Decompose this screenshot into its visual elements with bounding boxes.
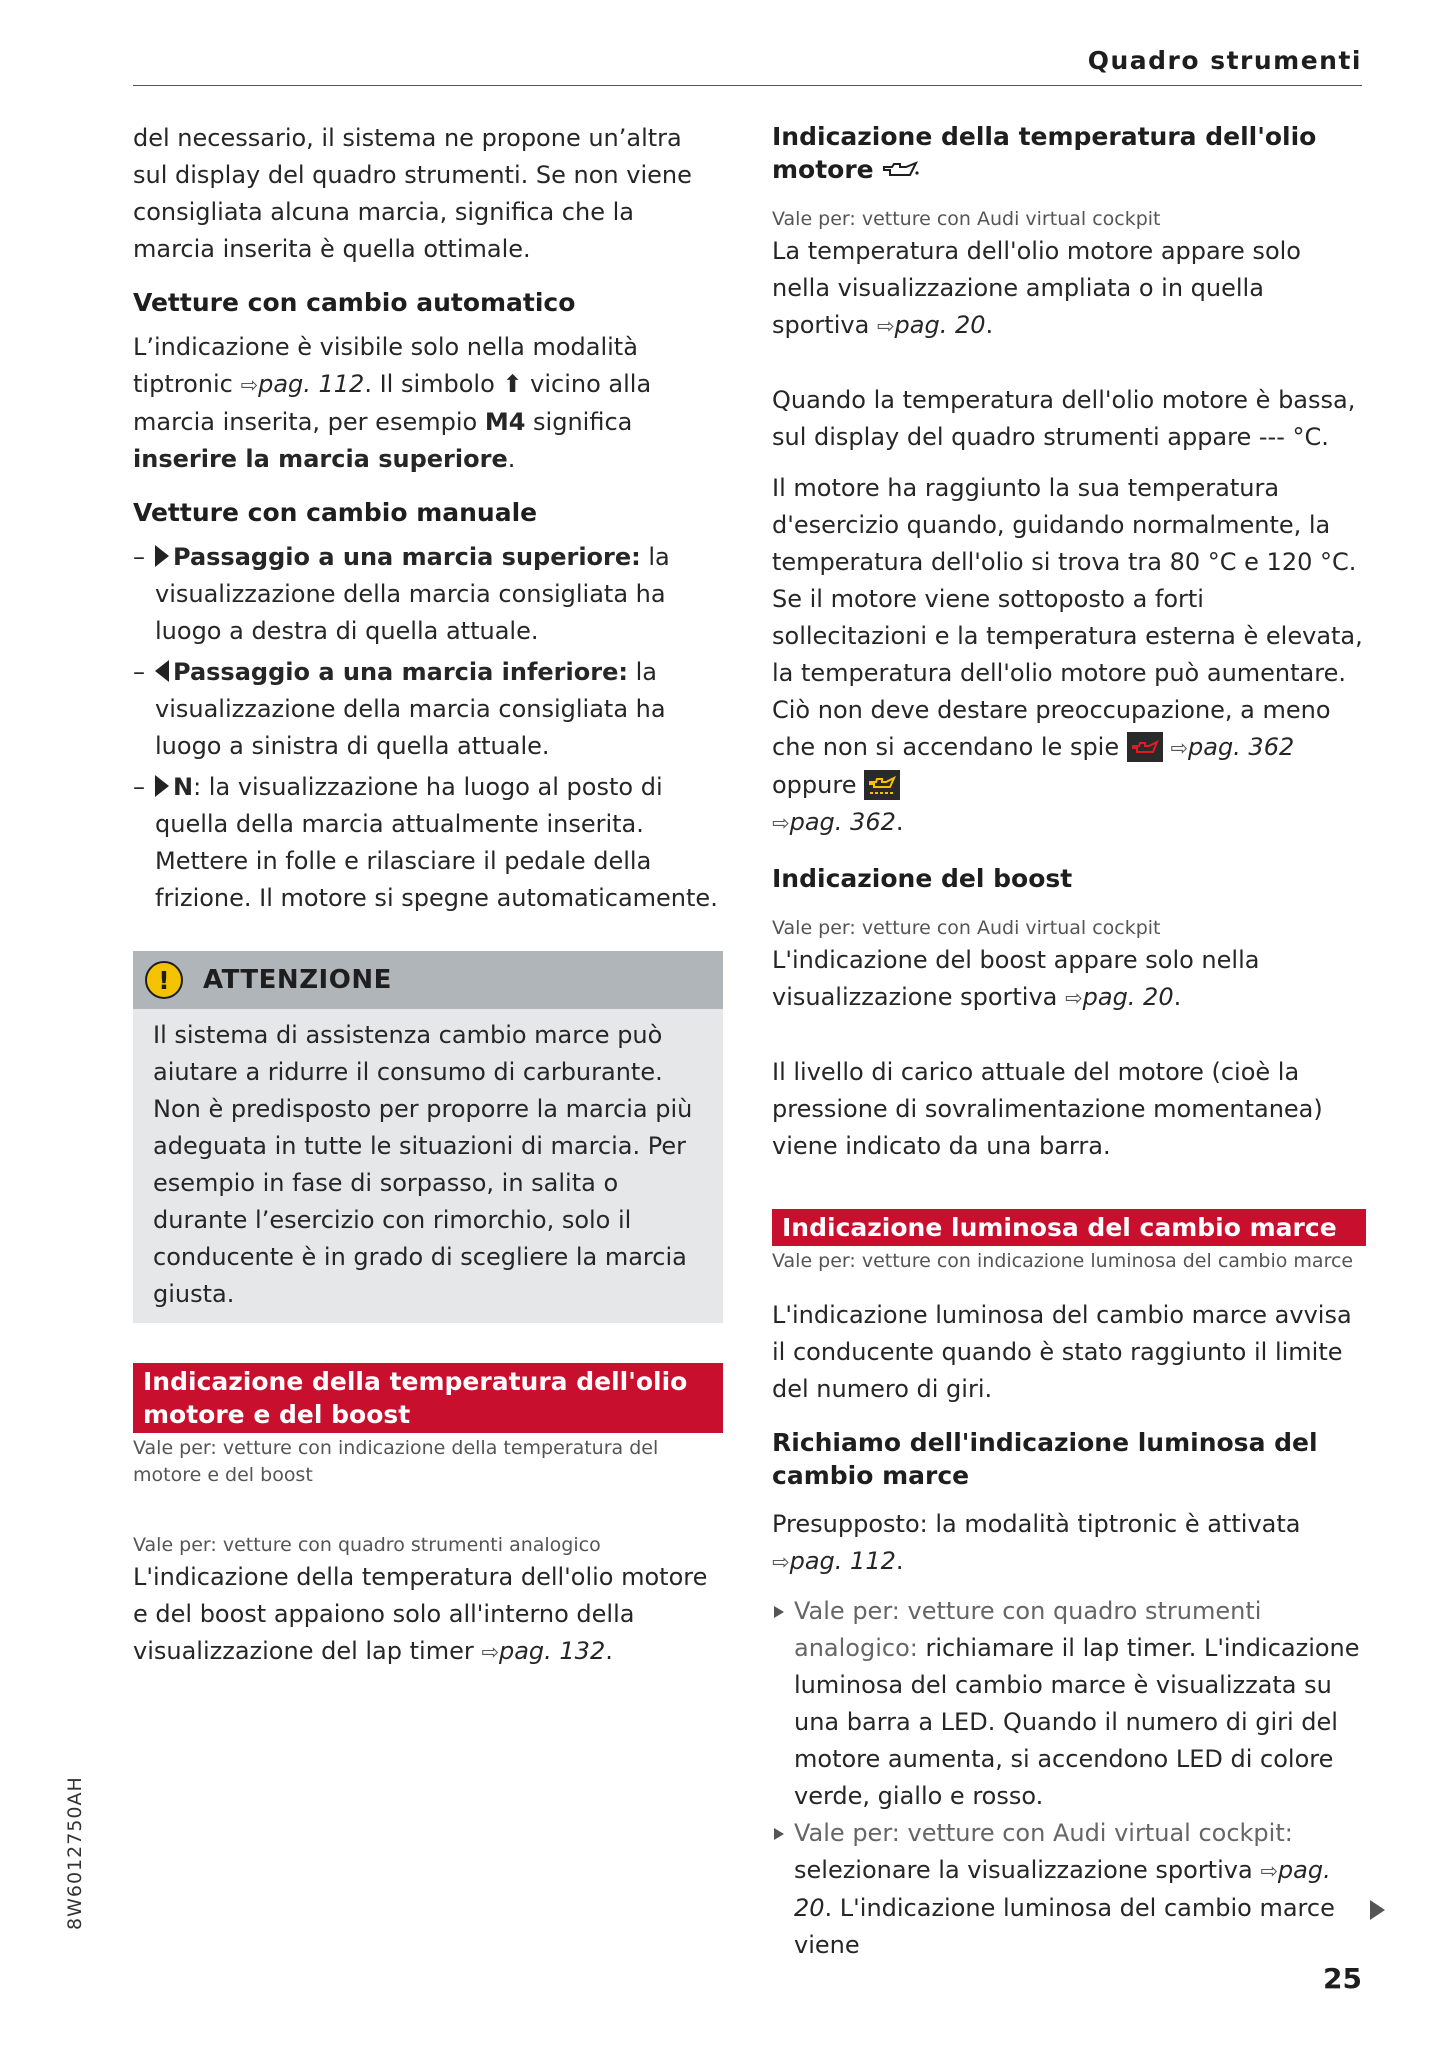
oil-paragraph-1: La temperatura dell'olio motore appare solo nella visualizzazione ampliata o in quella sportiva ⇨pag. 20.	[772, 237, 1301, 339]
recall-steps	[772, 1593, 1366, 1964]
list-item: Vale per: vetture con quadro strumenti analogico: richiamare il lap timer. L'indicazione luminosa del cambio marce è visualizzata su una barra a LED. Quando il numero di giri del motore aumenta, si accendono LED di colore verde, giallo e rosso.	[772, 1593, 1366, 1815]
play-right-icon	[155, 775, 169, 797]
list-item: – N: la visualizzazione ha luogo al posto di quella della marcia attualmente inserita. Mettere in folle e rilasciare il pedale della frizione. Il motore si spegne automaticamente.	[133, 773, 718, 912]
left-column	[133, 120, 723, 1671]
ref-arrow-icon: ⇨	[1170, 736, 1188, 760]
recall-heading: Richiamo dell'indicazione luminosa del cambio marce	[772, 1428, 1318, 1490]
play-right-icon	[155, 545, 169, 567]
page-link[interactable]: pag. 20	[894, 311, 986, 339]
boost-paragraph-2: Il livello di carico attuale del motore (cioè la pressione di sovralimentazione momentanea) viene indicato da una barra.	[772, 1058, 1323, 1160]
applies-to-note: Vale per: vetture con indicazione della temperatura del motore e del boost	[133, 1437, 659, 1486]
oil-heading: Indicazione della temperatura dell'olio motore	[772, 122, 1317, 184]
page-number: 25	[1323, 1962, 1362, 1995]
page-link[interactable]: pag. 20	[794, 1856, 1331, 1922]
ref-arrow-icon: ⇨	[876, 314, 895, 338]
shift-up-arrow-icon: ⬆	[502, 370, 523, 398]
ref-arrow-icon: ⇨	[772, 1550, 790, 1574]
gear-example: M4	[484, 408, 526, 436]
document-code: 8W6012750AH	[64, 1776, 86, 1930]
boost-heading: Indicazione del boost	[772, 864, 1073, 893]
applies-to-note: Vale per: vetture con Audi virtual cockpit	[772, 208, 1161, 230]
page-link[interactable]: pag. 112	[789, 1547, 896, 1575]
warning-text: Il sistema di assistenza cambio marce può aiutare a ridurre il consumo di carburante. Non è predisposto per proporre la marcia più adeguata in tutte le situazioni di marcia. Per esempio in fase di sorpasso, in salita o durante l’esercizio con rimorchio, solo il conducente è in grado di scegliere la marcia giusta.	[153, 1021, 693, 1308]
manual-list	[133, 539, 723, 917]
section-banner: Indicazione luminosa del cambio marce	[772, 1209, 1366, 1246]
warning-header	[133, 951, 723, 1009]
ref-arrow-icon: ⇨	[240, 373, 259, 397]
bullet-triangle-icon	[774, 1606, 784, 1618]
ref-arrow-icon: ⇨	[1260, 1859, 1278, 1883]
ref-arrow-icon: ⇨	[1065, 986, 1083, 1010]
shift-paragraph: L'indicazione luminosa del cambio marce avvisa il conducente quando è stato raggiunto il limite del numero di giri.	[772, 1301, 1352, 1403]
page-header-title: Quadro strumenti	[1087, 46, 1362, 75]
list-item: – Passaggio a una marcia inferiore: la visualizzazione della marcia consigliata ha luogo a sinistra di quella attuale.	[133, 658, 666, 760]
ref-arrow-icon: ⇨	[772, 811, 790, 835]
prerequisite: Presupposto: la modalità tiptronic è attivata ⇨pag. 112.	[772, 1510, 1301, 1575]
page-link[interactable]: pag. 362	[789, 808, 896, 836]
warning-icon: !	[145, 961, 183, 999]
list-item: – Passaggio a una marcia superiore: la visualizzazione della marcia consigliata ha luogo a destra di quella attuale.	[133, 543, 670, 645]
oil-paragraph-2: Quando la temperatura dell'olio motore è bassa, sul display del quadro strumenti appare --- °C.	[772, 386, 1356, 451]
page-link[interactable]: pag. 112	[258, 370, 365, 398]
oil-paragraph-3: Il motore ha raggiunto la sua temperatura d'esercizio quando, guidando normalmente, la temperatura dell'olio si trova tra 80 °C e 120 °C. Se il motore viene sottoposto a forti sollecitazioni e la temperatura esterna è elevata, la temperatura dell'olio motore può aumentare. Ciò non deve destare preoccupazione, a meno che non si accendano le spie ⇨pag. 362 oppure ⇨pag. 362.	[772, 474, 1363, 836]
continue-arrow-icon	[1370, 1900, 1385, 1920]
intro-paragraph: del necessario, il sistema ne propone un’altra sul display del quadro strumenti. Se non viene consigliata alcuna marcia, significa che la marcia inserita è quella ottimale.	[133, 124, 692, 263]
auto-paragraph: L’indicazione è visibile solo nella modalità tiptronic ⇨pag. 112. Il simbolo ⬆ vicino alla marcia inserita, per esempio M4 significa inserire la marcia superiore.	[133, 333, 652, 473]
page-link[interactable]: pag. 362	[1188, 733, 1295, 761]
bullet-triangle-icon	[774, 1828, 784, 1840]
ref-arrow-icon: ⇨	[481, 1640, 499, 1664]
header-divider	[133, 85, 1362, 86]
page-link[interactable]: pag. 20	[1082, 983, 1174, 1011]
boost-paragraph-1: L'indicazione del boost appare solo nella visualizzazione sportiva ⇨pag. 20.	[772, 946, 1260, 1011]
applies-to-note: Vale per: vetture con Audi virtual cockpit	[772, 917, 1161, 939]
list-item: Vale per: vetture con Audi virtual cockpit: selezionare la visualizzazione sportiva ⇨pag. 20. L'indicazione luminosa del cambio marce viene	[772, 1815, 1366, 1964]
oil-warning-yellow-lamp-icon	[864, 770, 900, 800]
applies-to-note: Vale per: vetture con quadro strumenti analogico	[133, 1534, 601, 1556]
page-link[interactable]: pag. 132	[498, 1637, 606, 1665]
play-left-icon	[155, 660, 169, 682]
manual-heading: Vetture con cambio manuale	[133, 498, 538, 527]
oil-can-icon	[882, 159, 920, 181]
warning-box	[133, 951, 723, 1323]
analog-paragraph: L'indicazione della temperatura dell'olio motore e del boost appaiono solo all'interno della visualizzazione del lap timer ⇨pag. 132.	[133, 1563, 708, 1665]
applies-to-note: Vale per: vetture con indicazione luminosa del cambio marce	[772, 1250, 1354, 1272]
warning-title: ATTENZIONE	[203, 965, 392, 995]
section-banner: Indicazione della temperatura dell'olio motore e del boost	[133, 1363, 723, 1433]
oil-warning-red-lamp-icon	[1127, 732, 1163, 762]
right-column	[772, 120, 1366, 1964]
auto-heading: Vetture con cambio automatico	[133, 288, 576, 317]
